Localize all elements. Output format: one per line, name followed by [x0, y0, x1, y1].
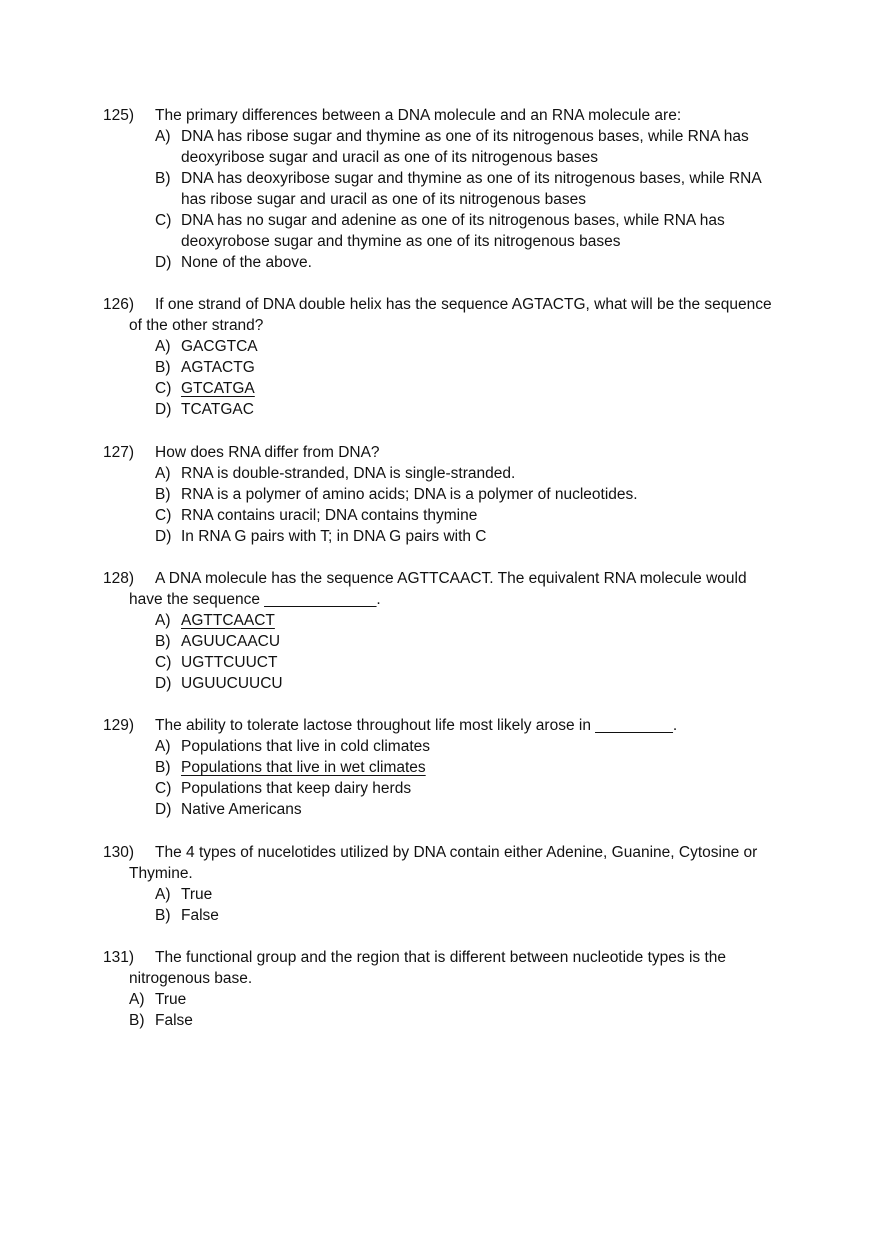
option-b: B) AGUUCAACU — [155, 633, 281, 650]
options-list — [103, 126, 783, 273]
option-a: A) True — [129, 991, 187, 1008]
option-d: D) None of the above. — [155, 254, 312, 271]
option-b: B) False — [129, 1012, 193, 1029]
option-a: A) GACGTCA — [155, 338, 258, 355]
option-d: D) UGUUCUUCU — [155, 675, 283, 692]
question-number: 129) — [103, 717, 135, 734]
option-a: A) DNA has ribose sugar and thymine as one of its nitrogenous bases, while RNA has deoxyribose sugar and uracil as one of its nitrogenous bases — [155, 128, 749, 166]
option-a: A) Populations that live in cold climates — [155, 738, 430, 755]
question-stem: The primary differences between a DNA molecule and an RNA molecule are: — [155, 107, 682, 124]
question-number: 131) — [103, 949, 135, 966]
option-b: B) Populations that live in wet climates — [155, 759, 426, 776]
question-stem: The 4 types of nucelotides utilized by DNA contain either Adenine, Guanine, Cytosine or Thymine. — [129, 844, 758, 882]
option-b: B) AGTACTG — [155, 359, 255, 376]
question-number: 125) — [103, 107, 135, 124]
question-128 — [103, 568, 783, 694]
question-130 — [103, 842, 783, 926]
options-list — [103, 736, 783, 820]
option-c: C) DNA has no sugar and adenine as one of its nitrogenous bases, while RNA has deoxyrobose sugar and thymine as one of its nitrogenous bases — [155, 212, 725, 250]
options-list — [103, 610, 783, 694]
option-c: C) RNA contains uracil; DNA contains thymine — [155, 507, 478, 524]
question-stem: If one strand of DNA double helix has the sequence AGTACTG, what will be the sequence of the other strand? — [129, 296, 772, 334]
option-b: B) DNA has deoxyribose sugar and thymine as one of its nitrogenous bases, while RNA has ribose sugar and uracil as one of its nitrogenous bases — [155, 170, 761, 208]
question-127 — [103, 442, 783, 547]
question-126 — [103, 294, 783, 420]
question-131 — [103, 947, 783, 1031]
option-d: D) TCATGAC — [155, 401, 254, 418]
options-list — [103, 989, 783, 1031]
question-number: 126) — [103, 296, 135, 313]
question-number: 130) — [103, 844, 135, 861]
options-list — [103, 463, 783, 547]
question-stem: The functional group and the region that is different between nucleotide types is the nitrogenous base. — [129, 949, 727, 987]
question-number: 127) — [103, 444, 135, 461]
question-125 — [103, 105, 783, 273]
option-a: A) True — [155, 886, 213, 903]
option-c: C) Populations that keep dairy herds — [155, 780, 412, 797]
option-a: A) RNA is double-stranded, DNA is single-stranded. — [155, 465, 516, 482]
option-d: D) In RNA G pairs with T; in DNA G pairs with C — [155, 528, 487, 545]
option-b: B) False — [155, 907, 219, 924]
option-b: B) RNA is a polymer of amino acids; DNA is a polymer of nucleotides. — [155, 486, 638, 503]
option-a: A) AGTTCAACT — [155, 612, 275, 629]
question-stem: The ability to tolerate lactose throughout life most likely arose in _________. — [155, 717, 678, 734]
option-c: C) UGTTCUUCT — [155, 654, 278, 671]
question-stem: How does RNA differ from DNA? — [155, 444, 380, 461]
options-list — [103, 884, 783, 926]
question-129 — [103, 715, 783, 820]
option-c: C) GTCATGA — [155, 380, 255, 397]
question-stem: A DNA molecule has the sequence AGTTCAACT. The equivalent RNA molecule would have the sequence _____________. — [129, 570, 747, 608]
option-d: D) Native Americans — [155, 801, 302, 818]
options-list — [103, 336, 783, 420]
question-number: 128) — [103, 570, 135, 587]
